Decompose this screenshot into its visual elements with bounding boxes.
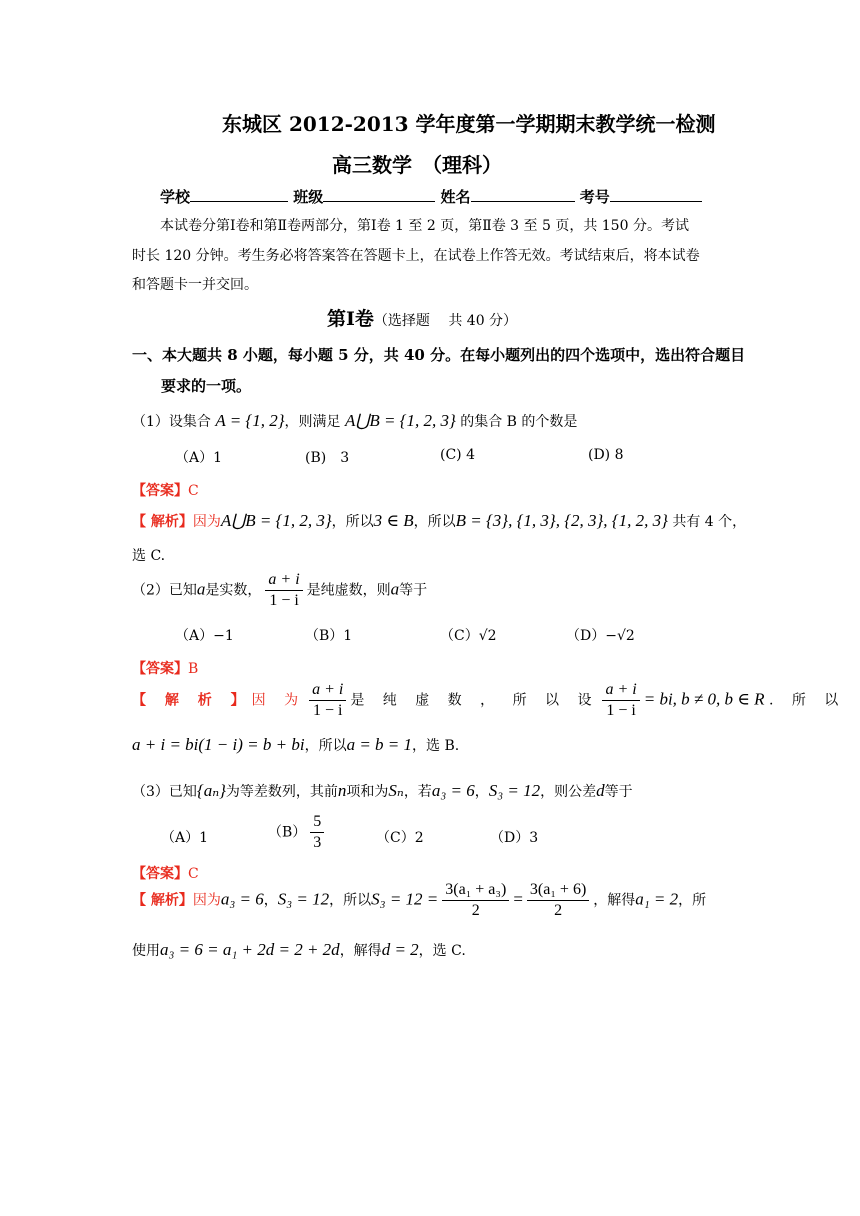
section-note: （选择题 共 40 分） xyxy=(373,313,518,329)
fraction: $\frac{a + i}{1 - i}$ xyxy=(309,680,346,721)
analysis-line: 【 解析】因为A⋃B = {1, 2, 3}，所以3 ∈ B，所以B = {3}, {1, 3}, {2, 3}, {1, 2, 3} 共有 4 个， xyxy=(132,511,747,530)
answer-value: C xyxy=(188,866,199,882)
field-class-label: 班级 xyxy=(293,188,324,206)
page-title: 东城区 2012-2013 学年度第一学期期末教学统一检测 xyxy=(222,112,716,136)
field-id-label: 考号 xyxy=(579,188,610,206)
field-name-blank[interactable] xyxy=(471,187,575,202)
option-c: （C）√2 xyxy=(440,628,497,644)
field-id-blank[interactable] xyxy=(610,187,702,202)
analysis-line-2: 使用a₃ = 6 = a₁ + 2d = 2 + 2d，解得d = 2，选 C. xyxy=(132,940,466,959)
part-header-line-2: 要求的一项。 xyxy=(161,377,252,395)
answer-line xyxy=(132,480,199,500)
instructions-line-2: 时长 120 分钟。考生务必将答案答在答题卡上，在试卷上作答无效。考试结束后，将本试卷 xyxy=(132,248,700,264)
field-school-label: 学校 xyxy=(160,188,191,206)
fraction: $\frac{5}{3}$ xyxy=(310,812,324,853)
answer-line xyxy=(132,658,198,678)
field-class-blank[interactable] xyxy=(323,187,435,202)
fraction: $\frac{\text{3(a₁ + a₃)}}{2}$ xyxy=(442,880,509,921)
option-a: （A）1 xyxy=(161,830,209,846)
question-number: （3） xyxy=(132,784,169,800)
option-c: （C）2 xyxy=(376,830,424,846)
option-d: （D）3 xyxy=(490,830,539,846)
analysis-line-2: 选 C. xyxy=(132,548,166,564)
question-1: （1）设集合 A = {1, 2}，则满足 A⋃B = {1, 2, 3} 的集合 B 的个数是 xyxy=(132,411,578,430)
option-b: (B) 3 xyxy=(305,450,350,466)
option-c: (C) 4 xyxy=(440,447,475,463)
field-school-blank[interactable] xyxy=(190,187,288,202)
option-a: （A）−1 xyxy=(175,628,234,644)
answer-value: B xyxy=(188,661,199,677)
question-3: （3）已知{aₙ}为等差数列，其前n项和为Sₙ，若a₃ = 6，S₃ = 12，则公差d等于 xyxy=(132,781,633,800)
section-heading xyxy=(327,304,517,331)
answer-label: 【答案】 xyxy=(132,483,188,499)
fraction: $\frac{a + i}{1 - i}$ xyxy=(602,680,639,721)
question-2: （2）已知a是实数， $\frac{a + i}{1 - i}$ 是纯虚数，则a等于 xyxy=(132,571,428,609)
option-b: （B）1 xyxy=(305,628,353,644)
option-b: （B） $\frac{5}{3}$ xyxy=(268,812,328,853)
analysis-label: 【 解 析 】 xyxy=(132,692,252,709)
analysis-label: 【 解析】 xyxy=(132,514,193,530)
analysis-label: 【 解析】 xyxy=(132,892,193,909)
page-subtitle: 高三数学 （理科） xyxy=(332,153,502,177)
field-name-label: 姓名 xyxy=(440,188,471,206)
fraction: $\frac{\text{3(a₁ + 6)}}{2}$ xyxy=(527,880,589,921)
answer-label: 【答案】 xyxy=(132,661,188,677)
analysis-line-2: a + i = bi(1 − i) = b + bi，所以a = b = 1，选 B. xyxy=(132,735,460,754)
section-title: 第Ⅰ卷 xyxy=(327,308,374,330)
option-d: （D）−√2 xyxy=(566,628,635,644)
question-number: （1） xyxy=(132,414,169,430)
analysis-line: 【 解 析 】因 为 $\frac{a + i}{1 - i}$ 是 纯 虚 数 ， 所 以 设 $\frac{a + i}{1 - i}$ = bi, b ≠ 0, b ∈ R . 所 以 xyxy=(132,681,846,719)
instructions-line-1: 本试卷分第Ⅰ卷和第Ⅱ卷两部分，第Ⅰ卷 1 至 2 页，第Ⅱ卷 3 至 5 页，共 150 分。考试 xyxy=(160,218,689,234)
question-number: （2） xyxy=(132,582,169,599)
math-expression: A = {1, 2} xyxy=(215,411,285,430)
option-d: (D) 8 xyxy=(588,447,624,463)
info-fields xyxy=(160,186,702,207)
part-header-line-1: 一、本大题共 8 小题，每小题 5 分，共 40 分。在每小题列出的四个选项中，选出符合题目 xyxy=(132,346,746,364)
fraction: $\frac{a + i}{1 - i}$ xyxy=(265,570,302,611)
math-expression: A⋃B = {1, 2, 3} xyxy=(344,411,456,430)
analysis-line: 【 解析】因为a₃ = 6，S₃ = 12，所以S₃ = 12 = $\frac{\text{3(a₁ + a₃)}}{2}$ = $\frac{\text{3(a₁ + 6)}}{2}$ ，解得a₁ = 2，所 xyxy=(132,881,707,919)
instructions-line-3: 和答题卡一并交回。 xyxy=(132,277,258,293)
answer-label: 【答案】 xyxy=(132,866,188,882)
answer-value: C xyxy=(188,483,199,499)
option-a: （A）1 xyxy=(175,450,223,466)
